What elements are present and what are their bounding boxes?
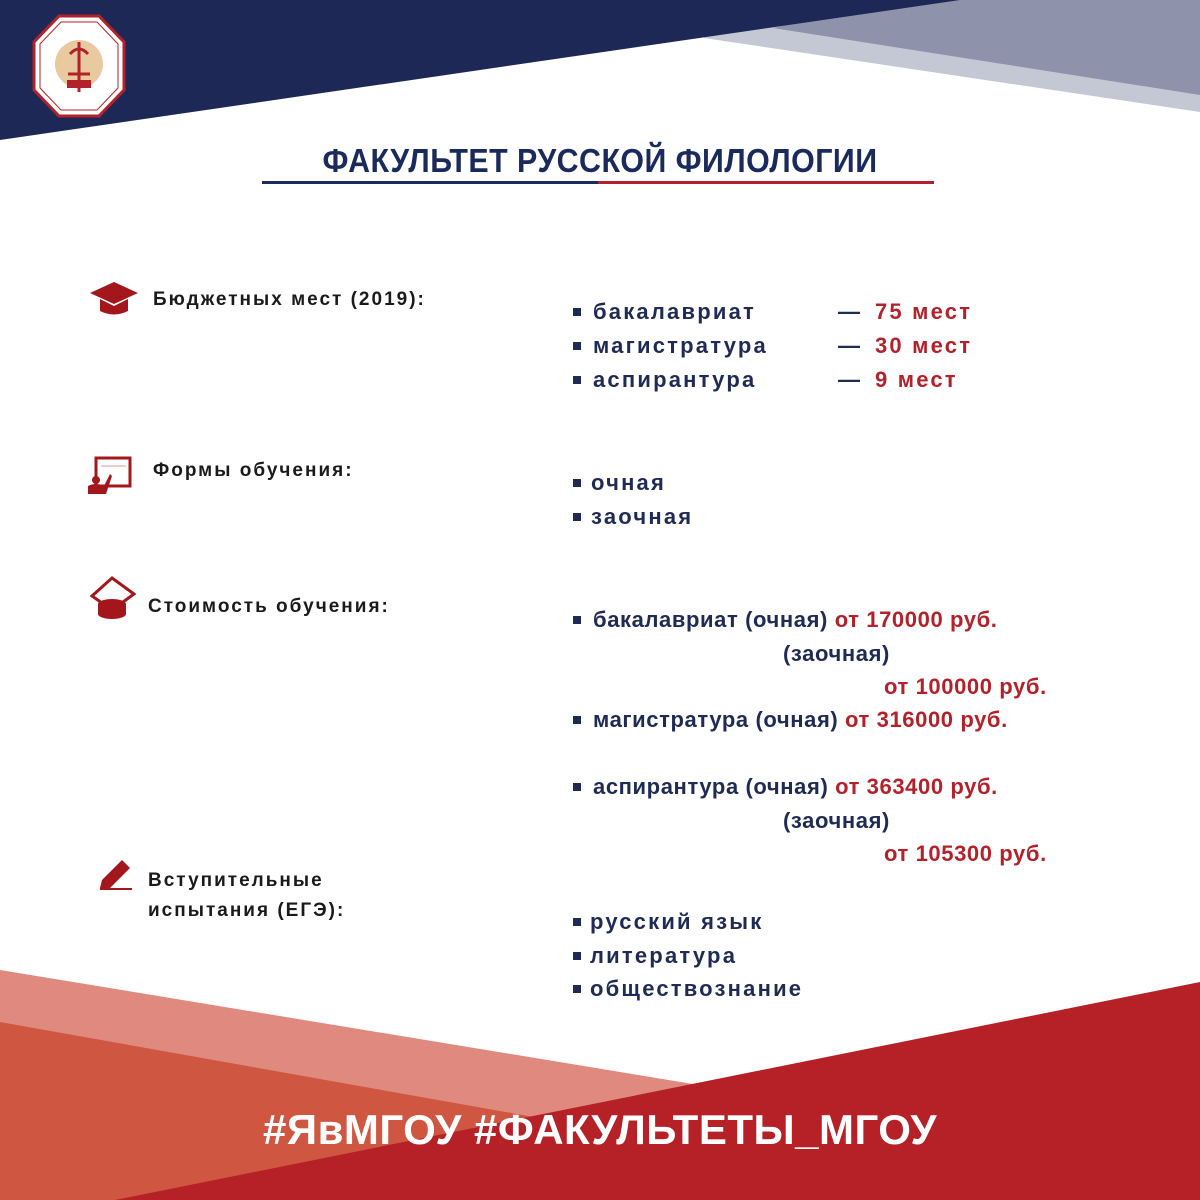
budget-label: Бюджетных мест (2019): bbox=[153, 289, 426, 310]
exams-item: обществознание bbox=[573, 976, 803, 1002]
bullet-icon bbox=[573, 479, 581, 487]
footer-hashtags: #ЯвМГОУ #ФАКУЛЬТЕТЫ_МГОУ bbox=[263, 1106, 937, 1153]
presentation-board-icon bbox=[88, 456, 132, 494]
dash: — bbox=[838, 299, 863, 324]
budget-value: 9 мест bbox=[875, 367, 958, 392]
budget-value: 75 мест bbox=[875, 299, 973, 324]
pencil-icon bbox=[98, 856, 134, 890]
budget-item-name: бакалавриат bbox=[573, 299, 756, 325]
bullet-icon bbox=[573, 783, 581, 791]
navy-band bbox=[0, 0, 960, 140]
cost-bachelor-extra: (заочная) bbox=[783, 641, 890, 666]
exams-label-line1: Вступительные bbox=[148, 870, 324, 891]
bullet-icon bbox=[573, 342, 581, 350]
exams-item: русский язык bbox=[573, 909, 763, 935]
bullet-icon bbox=[573, 616, 581, 624]
cost-postgrad: аспирантура (очная) от 363400 руб. bbox=[573, 774, 998, 800]
budget-item-name: магистратура bbox=[573, 333, 768, 359]
page-title: ФАКУЛЬТЕТ РУССКОЙ ФИЛОЛОГИИ bbox=[322, 142, 878, 179]
bullet-icon bbox=[573, 308, 581, 316]
exams-label-line2: испытания (ЕГЭ): bbox=[148, 900, 346, 921]
title-underline-blue bbox=[262, 181, 598, 184]
dash: — bbox=[838, 367, 863, 392]
exams-item: литература bbox=[573, 943, 737, 969]
bullet-icon bbox=[573, 918, 581, 926]
bullet-icon bbox=[573, 513, 581, 521]
title-underline-red bbox=[598, 181, 934, 184]
bullet-icon bbox=[573, 985, 581, 993]
money-coins-icon bbox=[90, 576, 136, 620]
cost-postgrad-extra-price: от 105300 руб. bbox=[884, 841, 1047, 866]
graduation-cap-icon bbox=[90, 282, 138, 316]
faculty-logo bbox=[32, 14, 126, 118]
dash: — bbox=[838, 333, 863, 358]
cost-master: магистратура (очная) от 316000 руб. bbox=[573, 707, 1008, 733]
budget-item-name: аспирантура bbox=[573, 367, 756, 393]
bullet-icon bbox=[573, 716, 581, 724]
cost-bachelor-extra-price: от 100000 руб. bbox=[884, 674, 1047, 699]
forms-item: очная bbox=[573, 470, 666, 496]
cost-postgrad-extra: (заочная) bbox=[783, 808, 890, 833]
forms-item: заочная bbox=[573, 504, 693, 530]
cost-label: Стоимость обучения: bbox=[148, 596, 390, 617]
forms-label: Формы обучения: bbox=[153, 460, 354, 481]
bullet-icon bbox=[573, 952, 581, 960]
cost-bachelor: бакалавриат (очная) от 170000 руб. bbox=[573, 607, 997, 633]
budget-value: 30 мест bbox=[875, 333, 973, 358]
bullet-icon bbox=[573, 376, 581, 384]
